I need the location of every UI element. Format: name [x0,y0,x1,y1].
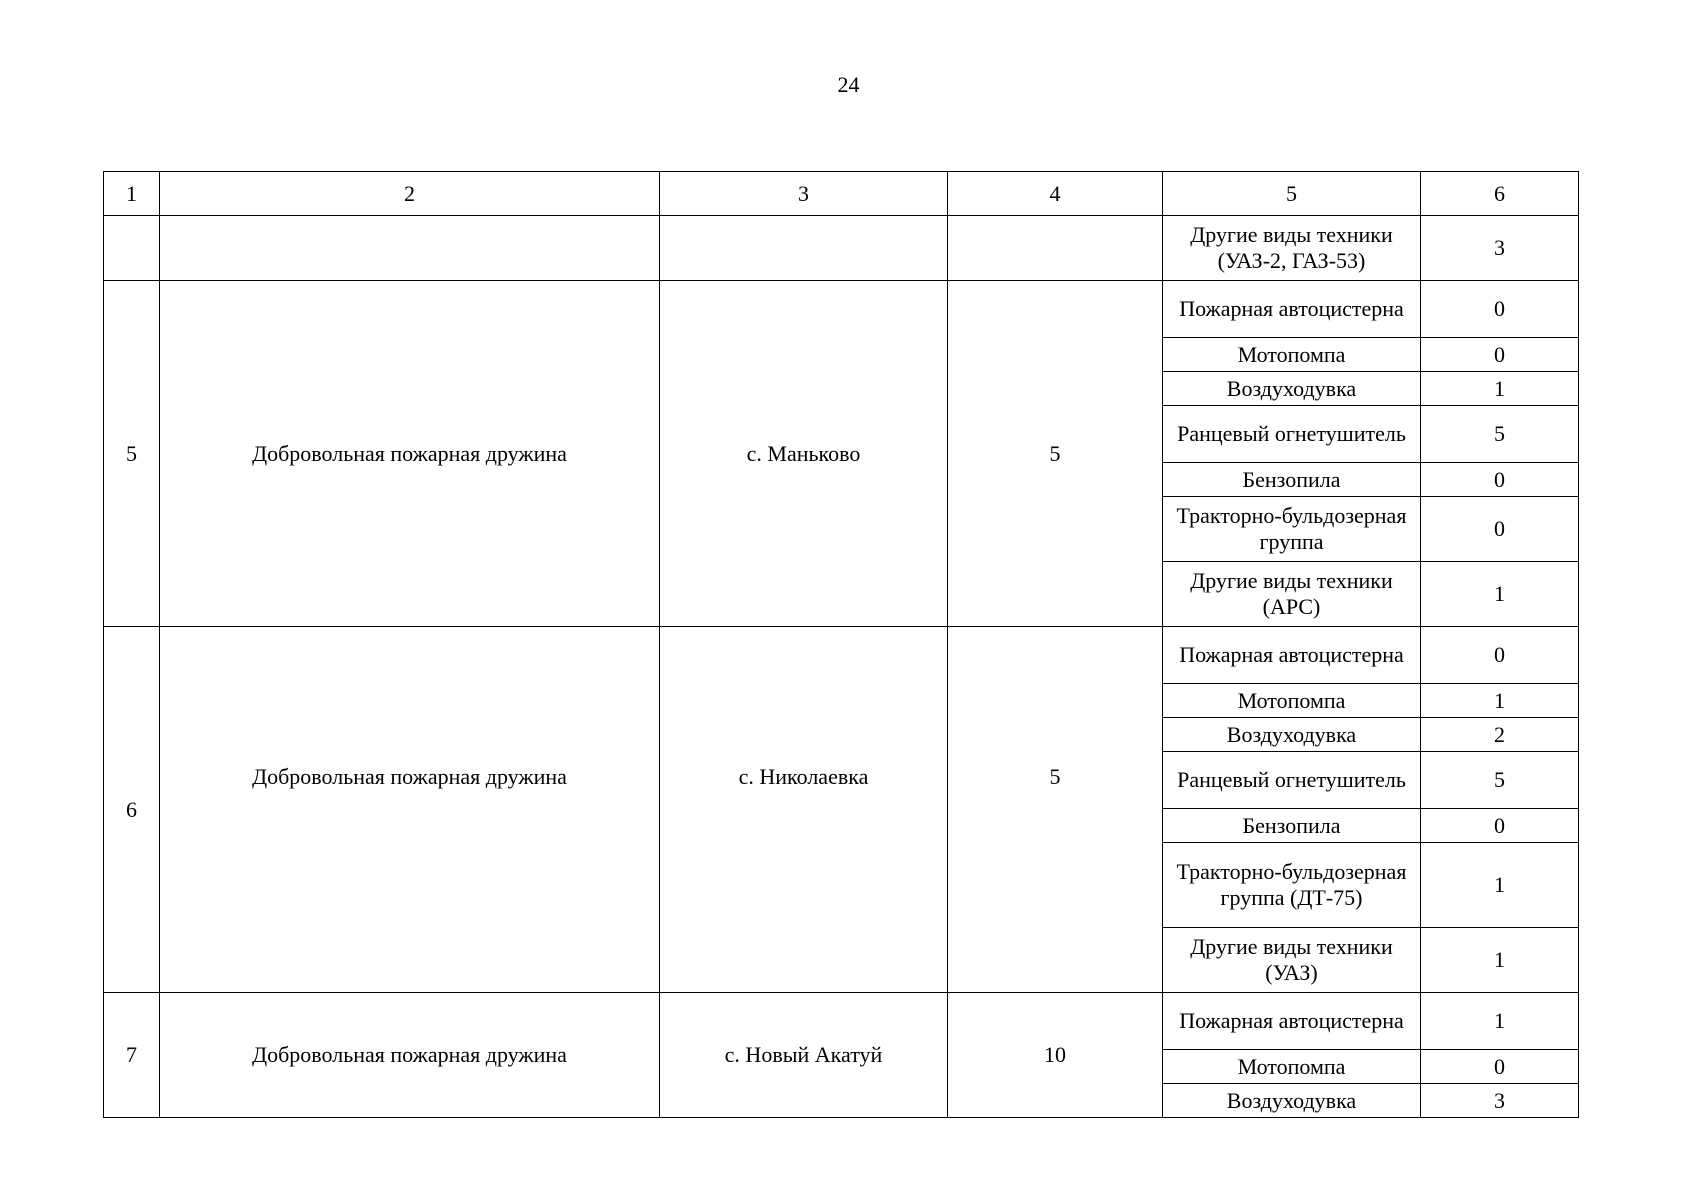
equipment-count: 1 [1421,372,1579,406]
equipment-label: Ранцевый огнетушитель [1163,406,1421,463]
empty-cell [660,216,948,281]
table-row [104,993,1579,1050]
people-count: 5 [948,281,1163,627]
equipment-label: Другие виды техники (АРС) [1163,562,1421,627]
empty-cell [948,216,1163,281]
equipment-count: 5 [1421,406,1579,463]
equipment-label: Мотопомпа [1163,684,1421,718]
equipment-count: 0 [1421,281,1579,338]
equipment-label: Воздуходувка [1163,1084,1421,1118]
column-number-5: 5 [1163,172,1421,216]
column-number-4: 4 [948,172,1163,216]
settlement-name: с. Маньково [660,281,948,627]
equipment-label: Воздуходувка [1163,718,1421,752]
equipment-label: Бензопила [1163,809,1421,843]
equipment-count: 1 [1421,928,1579,993]
people-count: 10 [948,993,1163,1118]
equipment-count: 5 [1421,752,1579,809]
table-row [104,627,1579,684]
equipment-label: Воздуходувка [1163,372,1421,406]
equipment-count: 1 [1421,684,1579,718]
equipment-count: 1 [1421,562,1579,627]
people-count: 5 [948,627,1163,993]
equipment-label: Тракторно-бульдозерная группа (ДТ-75) [1163,843,1421,928]
column-number-6: 6 [1421,172,1579,216]
equipment-label: Другие виды техники (УАЗ-2, ГАЗ-53) [1163,216,1421,281]
equipment-label: Бензопила [1163,463,1421,497]
equipment-label: Пожарная автоцистерна [1163,281,1421,338]
equipment-count: 1 [1421,843,1579,928]
equipment-count: 0 [1421,627,1579,684]
organization-name: Добровольная пожарная дружина [160,627,660,993]
settlement-name: с. Новый Акатуй [660,993,948,1118]
page-number: 24 [837,72,860,97]
equipment-label: Ранцевый огнетушитель [1163,752,1421,809]
column-number-3: 3 [660,172,948,216]
table-row [104,281,1579,338]
equipment-count: 3 [1421,1084,1579,1118]
row-number: 5 [104,281,160,627]
column-number-1: 1 [104,172,160,216]
equipment-table [103,171,1579,1118]
equipment-count: 0 [1421,497,1579,562]
column-number-2: 2 [160,172,660,216]
equipment-label: Мотопомпа [1163,338,1421,372]
equipment-label: Пожарная автоцистерна [1163,627,1421,684]
equipment-count: 0 [1421,1050,1579,1084]
organization-name: Добровольная пожарная дружина [160,993,660,1118]
organization-name: Добровольная пожарная дружина [160,281,660,627]
column-number-row [104,172,1579,216]
equipment-count: 0 [1421,463,1579,497]
equipment-count: 3 [1421,216,1579,281]
empty-cell [160,216,660,281]
equipment-count: 0 [1421,338,1579,372]
empty-cell [104,216,160,281]
equipment-count: 2 [1421,718,1579,752]
equipment-label: Тракторно-бульдозерная группа [1163,497,1421,562]
row-number: 7 [104,993,160,1118]
row-number: 6 [104,627,160,993]
equipment-count: 0 [1421,809,1579,843]
equipment-count: 1 [1421,993,1579,1050]
equipment-label: Мотопомпа [1163,1050,1421,1084]
continuation-row [104,216,1579,281]
equipment-label: Другие виды техники (УАЗ) [1163,928,1421,993]
equipment-label: Пожарная автоцистерна [1163,993,1421,1050]
settlement-name: с. Николаевка [660,627,948,993]
